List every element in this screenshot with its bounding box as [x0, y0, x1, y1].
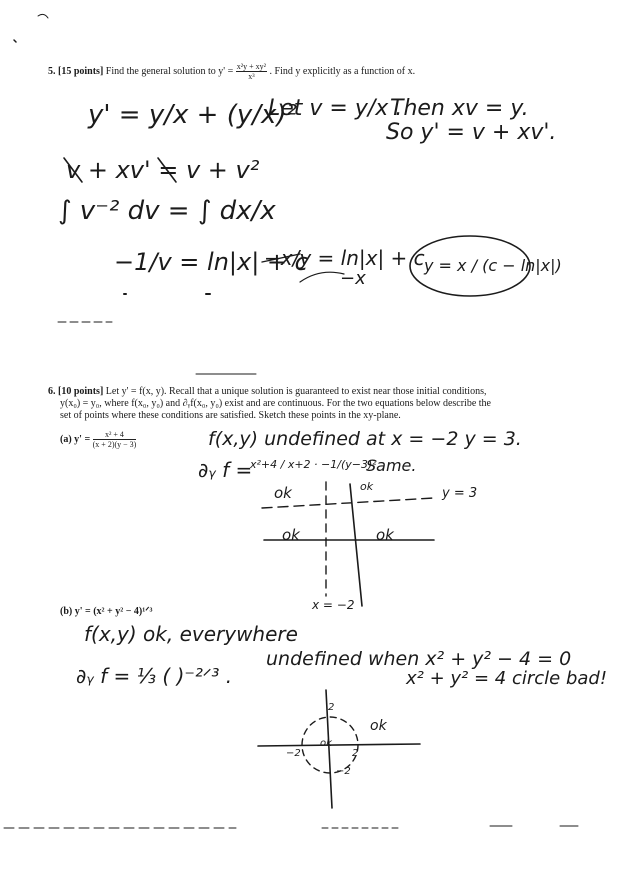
work6b-line2-note: undefined when x² + y² − 4 = 0 — [266, 648, 572, 670]
work5-line1-lhs: y' = y/x + (y/x)² — [88, 100, 297, 130]
work5-line3: v + xv' = v + v² — [66, 156, 260, 184]
work6a-line2-lhs: ∂ᵧ f = — [198, 458, 253, 482]
sketch6b-tick-right: 2 — [352, 748, 359, 759]
work5-line1-sub: Let v = y/x . — [268, 96, 403, 121]
work5-line1-then: Then xv = y. — [390, 96, 529, 121]
problem-5-frac-num: x²y + xy² — [236, 62, 267, 71]
sketch6a-ok-topright: ok — [360, 480, 374, 493]
sketch6b-tick-bottom: −2 — [336, 766, 351, 777]
sketch6b-ok-inside: ok — [320, 738, 332, 749]
sketch6a-y-label: y = 3 — [442, 486, 478, 501]
work6b-line1: f(x,y) ok, everywhere — [84, 622, 298, 646]
sketch6b-tick-left: −2 — [286, 748, 301, 759]
problem-6b-equation: (b) y' = (x² + y² − 4)¹ᐟ³ — [60, 606, 153, 617]
work5-line6-denom: −x — [340, 268, 366, 289]
work6a-line1: f(x,y) undefined at x = −2 y = 3. — [208, 428, 522, 450]
work5-line4: ∫ v⁻² dv = ∫ dx/x — [58, 196, 276, 226]
cross-out-stroke — [158, 158, 176, 182]
work6a-line2-frac: x²+4 / x+2 · −1/(y−3)² — [250, 458, 377, 471]
scan-mark — [14, 40, 16, 42]
work6a-line2-note: Same. — [366, 456, 417, 475]
sketch6a-ok-bottomleft: ok — [282, 526, 300, 544]
sketch6a-ok-bottomright: ok — [376, 526, 394, 544]
sketch6a-ok-topleft: ok — [274, 484, 292, 502]
problem-6-intro-3: set of points where these conditions are satisfied. Sketch these points in the xy-plane. — [60, 410, 401, 421]
problem-5-frac-den: x³ — [248, 72, 255, 81]
sketch6b-x-axis — [258, 744, 420, 746]
strike-through — [262, 254, 300, 262]
work6b-line3: x² + y² = 4 circle bad! — [406, 668, 608, 689]
sketch6b-y-axis — [326, 690, 335, 808]
problem-5-text-b: . Find y explicitly as a function of x. — [269, 65, 416, 77]
problem-5-points: [15 points] — [58, 65, 104, 77]
scan-mark — [38, 14, 48, 18]
work5-answer: y = x / (c − ln|x|) — [424, 256, 562, 275]
problem-6-intro-2: y(x₀) = y₀, where f(x₀, y₀) and ∂ᵧf(x₀, y₀) exist and are continuous. For the two equations below describe the — [60, 398, 491, 409]
problem-5-number: 5. — [48, 65, 56, 77]
sketch6b-tick-top: 2 — [328, 702, 335, 713]
answer-circle — [410, 236, 530, 296]
sketch6a-dashed-y3 — [262, 498, 434, 508]
problem-6a-label: (a) y' = — [60, 433, 91, 445]
problem-6a-den: (x + 2)(y − 3) — [92, 440, 137, 449]
work6b-line2-lhs: ∂ᵧ f = ⅓ ( )⁻²ᐟ³ . — [76, 664, 233, 688]
sketch6a-x-label: x = −2 — [312, 598, 355, 612]
problem-5-text-a: Find the general solution to y' = — [105, 65, 234, 77]
arrow-curve — [300, 272, 344, 282]
problem-6-points: [10 points] — [58, 386, 104, 397]
sketch6b-ok-outside: ok — [370, 718, 387, 734]
problem-6a-num: x² + 4 — [93, 430, 137, 440]
work5-line5: −1/v = ln|x| + c — [114, 248, 308, 276]
work5-line2: So y' = v + xv'. — [386, 120, 557, 145]
cross-out-stroke — [64, 158, 82, 182]
problem-6-number: 6. — [48, 386, 56, 397]
problem-6-intro-1: Let y' = f(x, y). Recall that a unique solution is guaranteed to exist near those initial conditions, — [105, 386, 487, 397]
work5-line6: −x/y = ln|x| + c — [264, 246, 425, 270]
